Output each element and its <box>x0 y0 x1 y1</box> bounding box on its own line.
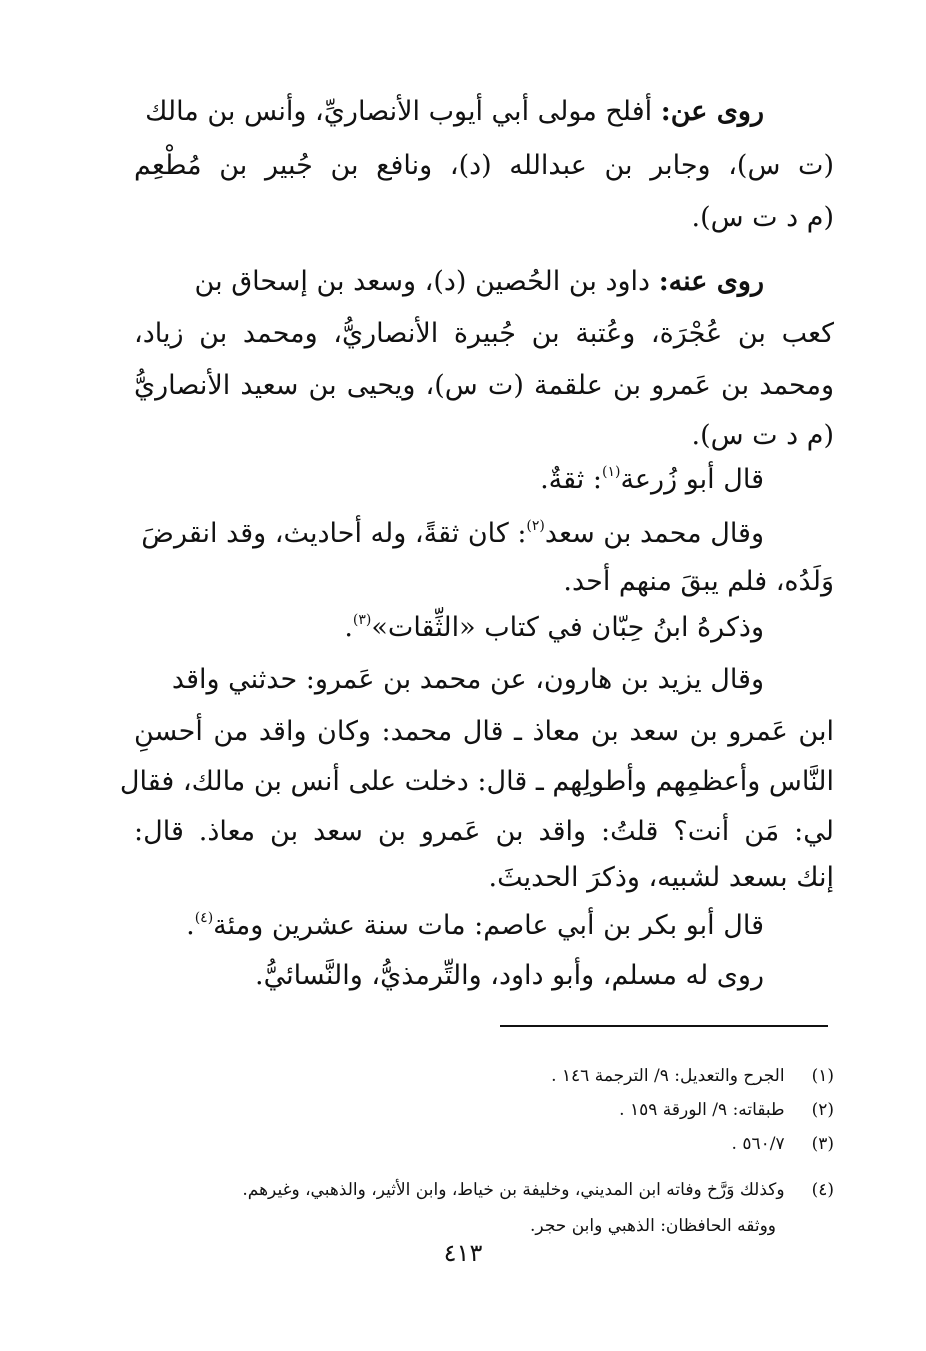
narrated-from-line-2: (ت س)، وجابر بن عبدالله (د)، ونافع بن جُبير بن مُطْعِم <box>134 150 834 181</box>
ibn-saad-quote: : كان ثقةً، وله أحاديث، وقد انقرضَ <box>141 518 527 549</box>
footnote-4-continuation: ووثقه الحافظان: الذهبي وابن حجر. <box>530 1216 776 1236</box>
ibn-abi-asim-text: قال أبو بكر بن أبي عاصم: مات سنة عشرين ومئة <box>213 910 764 941</box>
footnote-text: طبقاته: ٩/ الورقة ١٥٩ . <box>619 1100 785 1120</box>
ibn-saad-line-2: وَلَدُه، فلم يبقَ منهم أحد. <box>563 566 834 597</box>
yazid-line-2: ابن عَمرو بن سعد بن معاذ ـ قال محمد: وكان واقد من أحسنِ <box>134 716 834 747</box>
footnote-ref-3: (٣) <box>352 612 372 628</box>
narrated-by-text: داود بن الحُصين (د)، وسعد بن إسحاق بن <box>194 266 651 297</box>
ibn-abi-asim-statement <box>134 906 764 946</box>
abu-zura-text: قال أبو زُرعة <box>620 464 764 495</box>
ibn-hibban-text: وذكرهُ ابنُ حِبّان في كتاب «الثِّقات» <box>371 612 764 643</box>
footnote-number: (٤) <box>811 1180 834 1200</box>
footnote-ref-1: (١) <box>601 464 621 480</box>
narrated-for-statement: روى له مسلم، وأبو داود، والتِّرمذيُّ، والنَّسائيُّ. <box>254 960 764 991</box>
footnote-separator <box>500 1025 828 1027</box>
narrated-from-text: أفلح مولى أبي أيوب الأنصاريِّ، وأنس بن مالك <box>145 96 653 127</box>
footnote-4 <box>89 1176 834 1204</box>
yazid-line-5: إنك بسعد لشبيه، وذكرَ الحديثَ. <box>488 862 834 893</box>
abu-zura-statement <box>134 460 764 500</box>
ibn-saad-line-1 <box>134 514 764 554</box>
footnote-ref-4: (٤) <box>194 910 214 926</box>
footnote-3 <box>134 1130 834 1158</box>
footnote-1 <box>134 1062 834 1090</box>
yazid-line-1: وقال يزيد بن هارون، عن محمد بن عَمرو: حدثني واقد <box>171 664 764 695</box>
page-number: ٤١٣ <box>443 1239 483 1267</box>
footnote-2 <box>134 1096 834 1124</box>
yazid-line-4: لي: مَن أنت؟ قلتُ: واقد بن عَمرو بن سعد بن معاذ. قال: <box>134 816 834 847</box>
narrated-from-line-3: (م د ت س). <box>691 202 834 233</box>
ibn-saad-text: وقال محمد بن سعد <box>544 518 764 549</box>
narrated-by-line-1 <box>134 262 764 302</box>
footnote-number: (٢) <box>811 1100 834 1120</box>
ibn-abi-asim-end: . <box>186 910 195 941</box>
narrated-from-heading: روى عن: <box>660 96 764 127</box>
narrated-by-heading: روى عنه: <box>658 266 764 297</box>
ibn-hibban-end: . <box>344 612 353 643</box>
narrated-by-line-3: ومحمد بن عَمرو بن علقمة (ت س)، ويحيى بن سعيد الأنصاريُّ <box>134 370 834 401</box>
narrated-by-line-2: كعب بن عُجْرَة، وعُتبة بن جُبيرة الأنصاريُّ، ومحمد بن زياد، <box>134 318 834 349</box>
footnote-text: ٥٦٠/٧ . <box>731 1134 785 1154</box>
yazid-line-3: النَّاس وأعظمِهم وأطولِهم ـ قال: دخلت على أنس بن مالك، فقال <box>119 766 834 797</box>
footnote-text: الجرح والتعديل: ٩/ الترجمة ١٤٦ . <box>551 1066 785 1086</box>
narrated-from-line-1 <box>134 92 764 132</box>
footnote-number: (٣) <box>811 1134 834 1154</box>
footnote-number: (١) <box>811 1066 834 1086</box>
ibn-hibban-statement <box>134 608 764 648</box>
footnote-ref-2: (٢) <box>526 518 545 534</box>
footnote-text: وكذلك وَرَّخ وفاته ابن المديني، وخليفة بن خياط، وابن الأثير، والذهبي، وغيرهم. <box>242 1180 785 1200</box>
abu-zura-verdict: : ثقةٌ. <box>540 464 602 495</box>
narrated-by-line-4: (م د ت س). <box>691 420 834 451</box>
